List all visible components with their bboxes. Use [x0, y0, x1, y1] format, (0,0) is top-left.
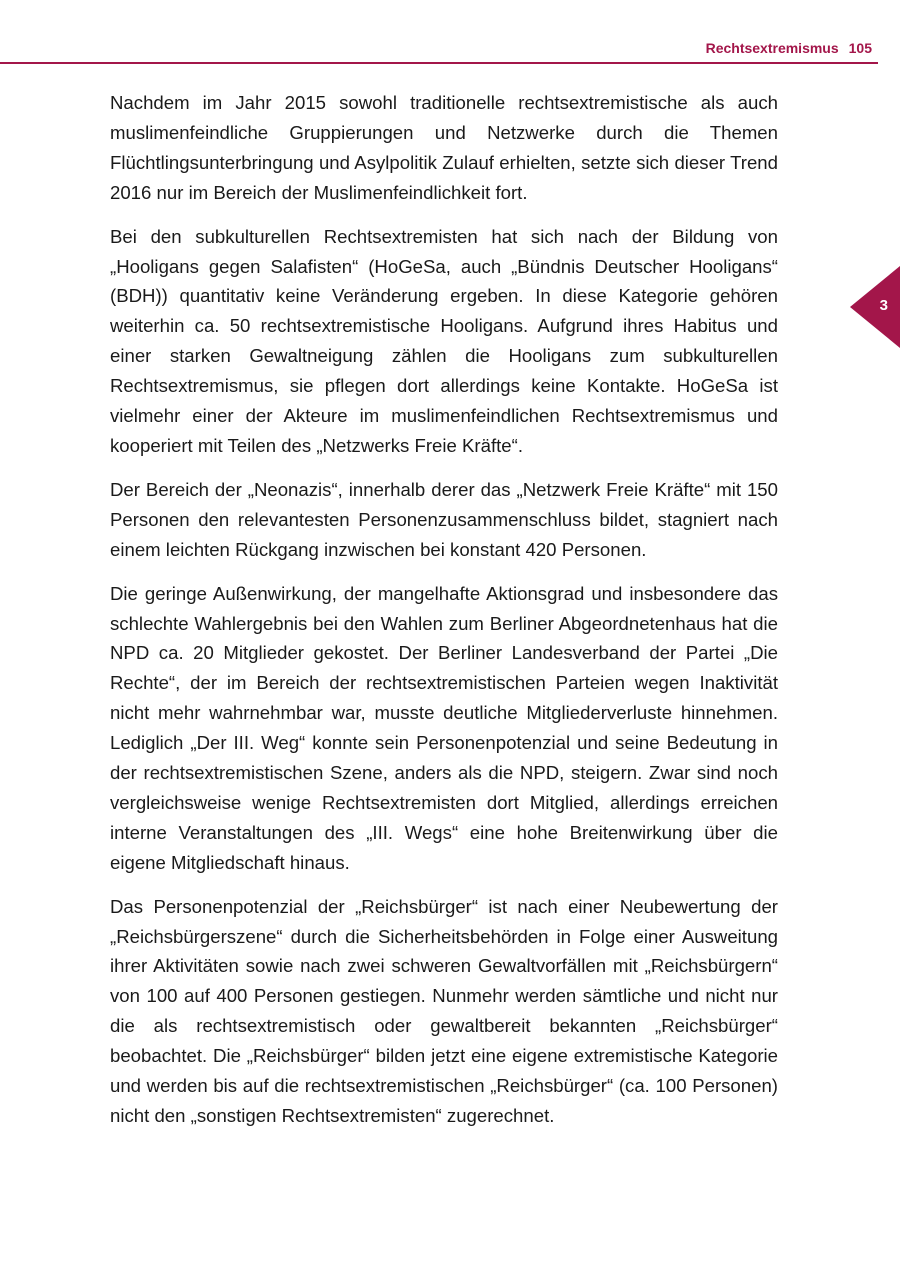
- paragraph: Bei den subkulturellen Rechtsextremisten hat sich nach der Bildung von „Hooligans gegen Salafisten“ (HoGeSa, auch „Bündnis Deutscher Hooligans“ (BDH)) quantitativ keine Veränderung ergeben. In diese Kategorie gehören weiterhin ca. 50 rechtsextremistische Hooligans. Aufgrund ihres Habitus und einer starken Gewaltneigung zählen die Hooligans zum subkulturellen Rechtsextremismus, sie pflegen dort allerdings keine Kontakte. HoGeSa ist vielmehr einer der Akteure im muslimenfeindlichen Rechtsextremismus und kooperiert mit Teilen des „Netzwerks Freie Kräfte“.: [110, 225, 778, 456]
- running-header: [706, 40, 872, 56]
- chapter-number: 3: [879, 297, 888, 314]
- paragraph: Das Personenpotenzial der „Reichsbürger“ ist nach einer Neubewertung der „Reichsbürgerszene“ durch die Sicherheitsbehörden in Folge einer Ausweitung ihrer Aktivitäten sowie nach zwei schweren Gewaltvorfällen mit „Reichsbürgern“ von 100 auf 400 Personen gestiegen. Nunmehr werden sämtliche und nicht nur die als rechtsextremistisch oder gewaltbereit bekannten „Reichsbürger“ beobachtet. Die „Reichsbürger“ bilden jetzt eine eigene extremistische Kategorie und werden bis auf die rechtsextremistischen „Reichsbürger“ (ca. 100 Personen) nicht den „sonstigen Rechtsextremisten“ zugerechnet.: [110, 895, 778, 1126]
- chapter-tab: [850, 266, 900, 348]
- paragraph: Nachdem im Jahr 2015 sowohl traditionelle rechtsextremistische als auch muslimenfeindliche Gruppierungen und Netzwerke durch die Themen Flüchtlingsunterbringung und Asylpolitik Zulauf erhielten, setzte sich dieser Trend 2016 nur im Bereich der Muslimenfeindlichkeit fort.: [110, 92, 778, 203]
- section-title: Rechtsextremismus: [705, 40, 839, 56]
- paragraph: Der Bereich der „Neonazis“, innerhalb derer das „Netzwerk Freie Kräfte“ mit 150 Personen den relevantesten Personenzusammenschluss bildet, stagniert nach einem leichten Rückgang inzwischen bei konstant 420 Personen.: [110, 478, 778, 560]
- header-rule: [0, 62, 878, 64]
- paragraph: Die geringe Außenwirkung, der mangelhafte Aktionsgrad und insbesondere das schlechte Wahlergebnis bei den Wahlen zum Berliner Abgeordnetenhaus hat die NPD ca. 20 Mitglieder gekostet. Der Berliner Landesverband der Partei „Die Rechte“, der im Bereich der rechtsextremistischen Parteien wegen Inaktivität nicht mehr wahrnehmbar war, musste deutliche Mitgliederverluste hinnehmen. Lediglich „Der III. Weg“ konnte sein Personenpotenzial und seine Bedeutung in der rechtsextremistischen Szene, anders als die NPD, steigern. Zwar sind noch vergleichsweise wenige Rechtsextremisten dort Mitglied, allerdings erreichen interne Veranstaltungen des „III. Wegs“ eine hohe Breitenwirkung über die eigene Mitgliedschaft hinaus.: [110, 582, 778, 873]
- page-number: 105: [848, 40, 872, 56]
- body-text: [110, 88, 778, 1145]
- chapter-tab-triangle-icon: [850, 266, 900, 348]
